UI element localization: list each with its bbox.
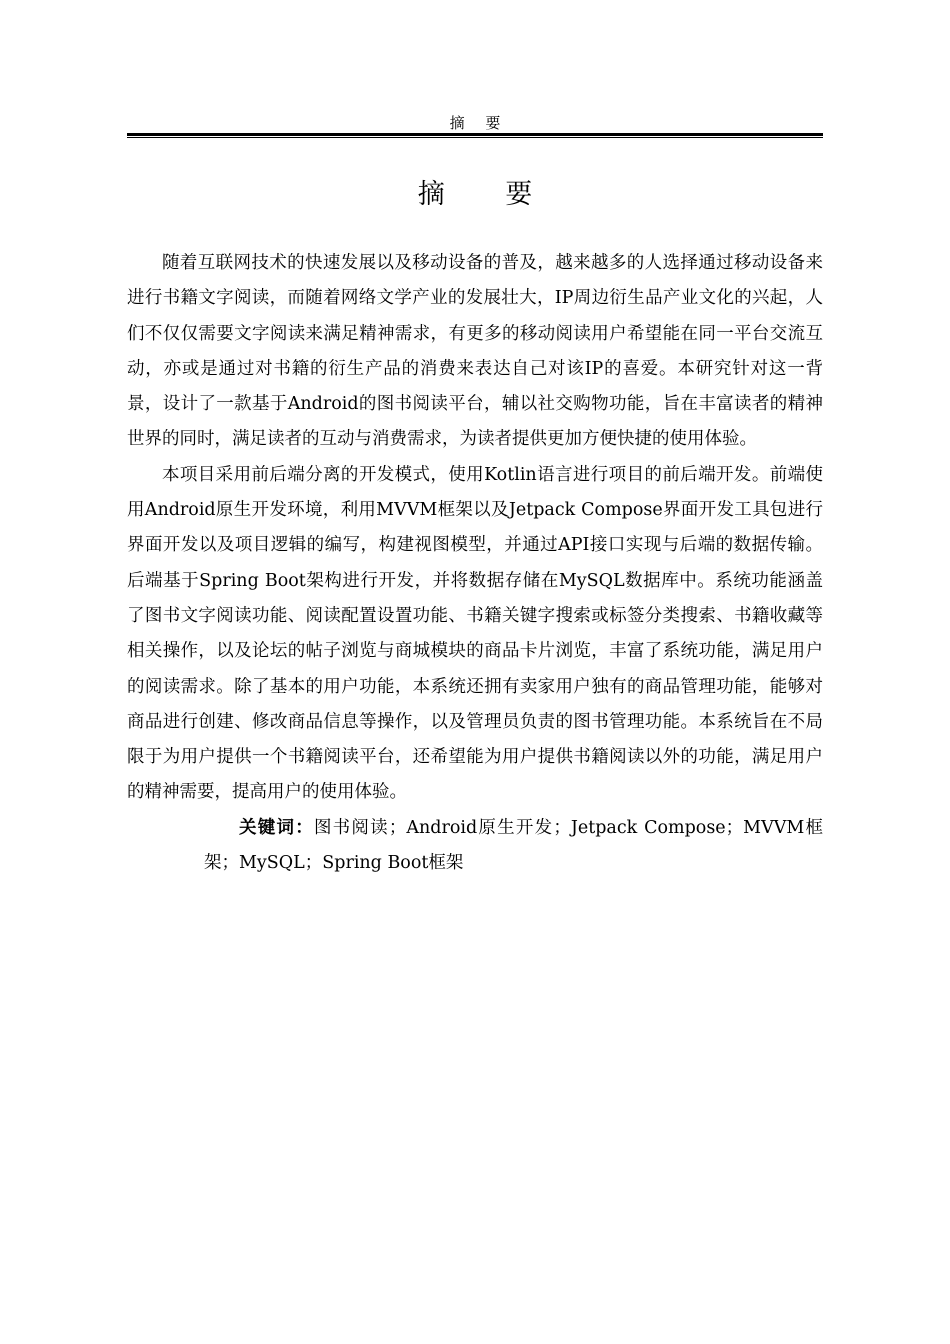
keywords-label: 关键词：	[239, 817, 314, 838]
keywords-line	[127, 811, 823, 882]
page-title: 摘 要	[417, 179, 559, 210]
keywords-text: 图书阅读；Android原生开发；Jetpack Compose；MVVM框架；MySQL；Spring Boot框架	[204, 817, 824, 874]
abstract-paragraph-1: 随着互联网技术的快速发展以及移动设备的普及，越来越多的人选择通过移动设备来进行书籍文字阅读，而随着网络文学产业的发展壮大，IP周边衍生品产业文化的兴起，人们不仅仅需要文字阅读来满足精神需求，有更多的移动阅读用户希望能在同一平台交流互动，亦或是通过对书籍的衍生产品的消费来表达自己对该IP的喜爱。本研究针对这一背景，设计了一款基于Android的图书阅读平台，辅以社交购物功能，旨在丰富读者的精神世界的同时，满足读者的互动与消费需求，为读者提供更加方便快捷的使用体验。	[127, 253, 823, 450]
running-header: 摘 要	[449, 114, 509, 132]
abstract-body	[127, 246, 823, 881]
abstract-paragraph-2: 本项目采用前后端分离的开发模式，使用Kotlin语言进行项目的前后端开发。前端使用Android原生开发环境，利用MVVM框架以及Jetpack Compose界面开发工具包进行界面开发以及项目逻辑的编写，构建视图模型，并通过API接口实现与后端的数据传输。后端基于Spring Boot架构进行开发，并将数据存储在MySQL数据库中。系统功能涵盖了图书文字阅读功能、阅读配置设置功能、书籍关键字搜索或标签分类搜索、书籍收藏等相关操作，以及论坛的帖子浏览与商城模块的商品卡片浏览，丰富了系统功能，满足用户的阅读需求。除了基本的用户功能，本系统还拥有卖家用户独有的商品管理功能，能够对商品进行创建、修改商品信息等操作，以及管理员负责的图书管理功能。本系统旨在不局限于为用户提供一个书籍阅读平台，还希望能为用户提供书籍阅读以外的功能，满足用户的精神需要，提高用户的使用体验。	[127, 464, 823, 803]
header-rule	[127, 133, 823, 138]
